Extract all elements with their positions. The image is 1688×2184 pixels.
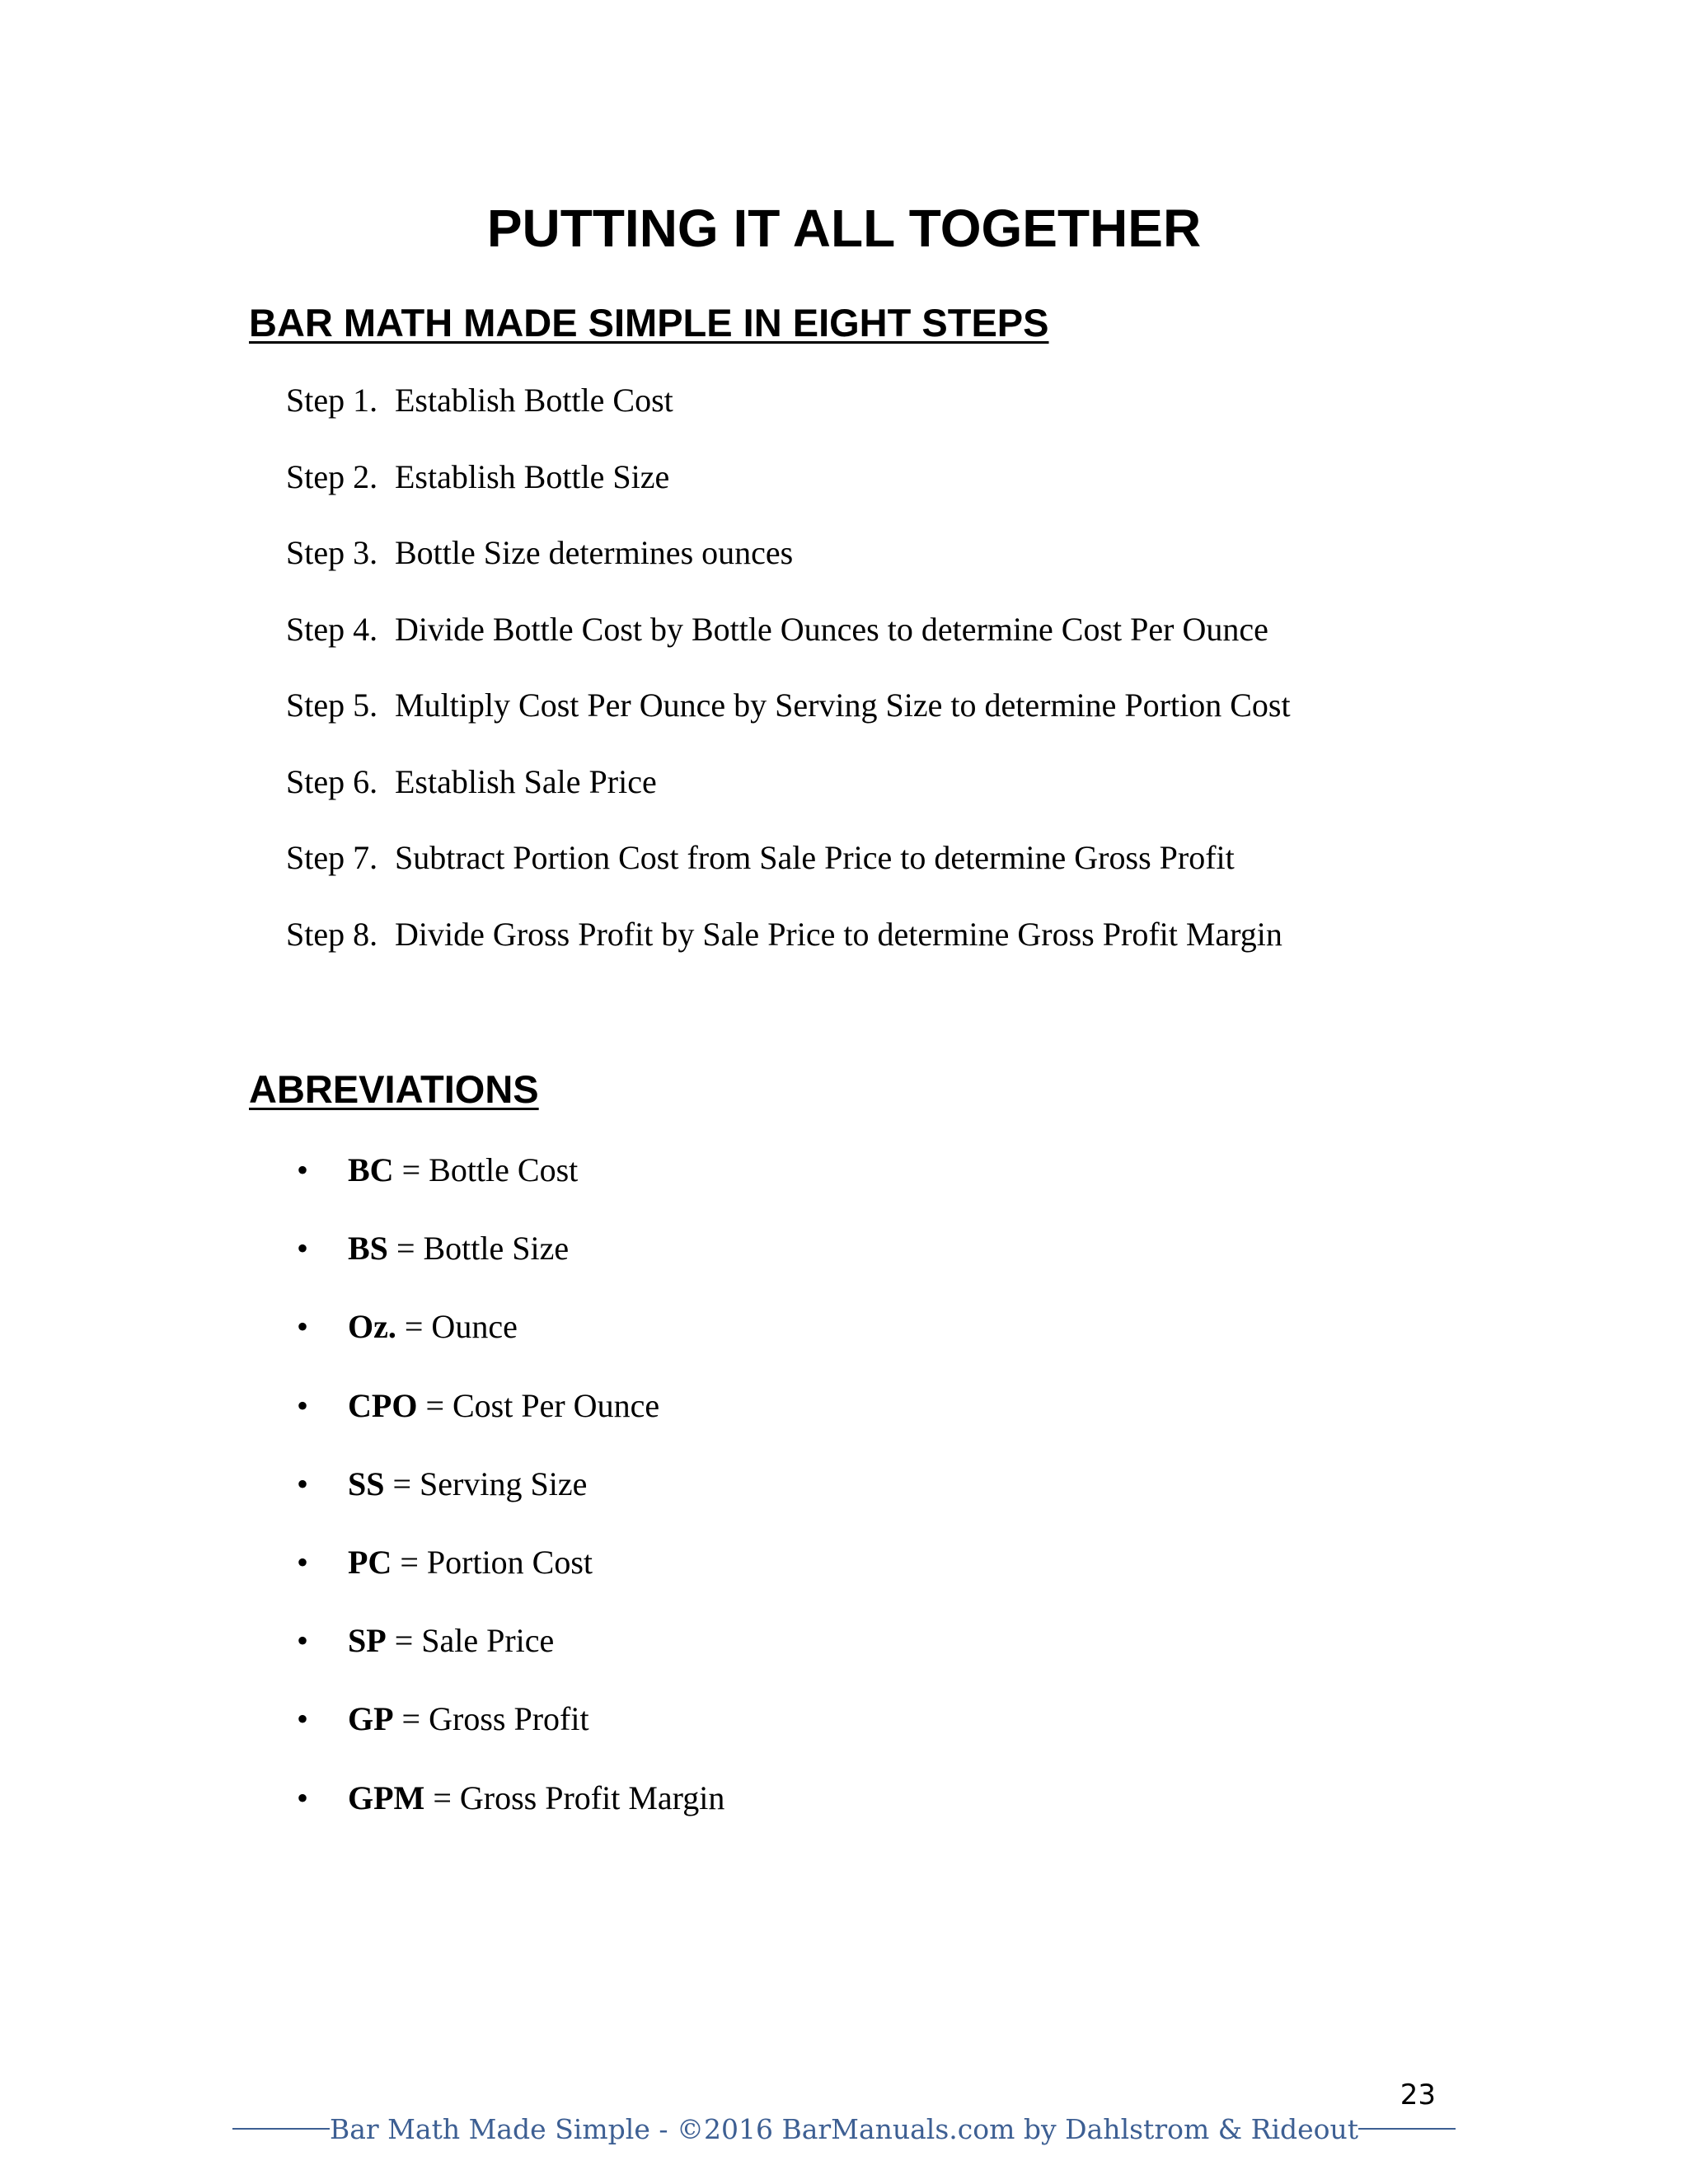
bullet-icon: • — [297, 1386, 309, 1424]
footer-rule-right — [1358, 2128, 1456, 2130]
abbreviation-item — [297, 1304, 724, 1382]
footer-text: Bar Math Made Simple - ©2016 BarManuals.com by Dahlstrom & Rideout — [329, 2112, 1359, 2145]
footer-rule-left — [232, 2128, 330, 2130]
steps-heading: BAR MATH MADE SIMPLE IN EIGHT STEPS — [249, 301, 1049, 344]
abbreviation-definition: = Bottle Cost — [393, 1151, 579, 1188]
abbreviation-definition: = Ounce — [396, 1308, 518, 1346]
abbreviation-term: GPM — [348, 1779, 425, 1816]
bullet-icon: • — [297, 1543, 309, 1581]
abbreviation-definition: = Portion Cost — [392, 1543, 593, 1581]
abbreviation-term: GP — [348, 1700, 394, 1738]
abbreviation-item — [297, 1540, 724, 1618]
abbreviation-term: SS — [348, 1465, 385, 1502]
step-number: Step 2. — [286, 457, 378, 495]
step-item — [286, 530, 1291, 607]
abbreviation-term: BC — [348, 1151, 394, 1188]
step-number: Step 3. — [286, 534, 378, 571]
step-item — [286, 454, 1291, 531]
abbreviation-term: SP — [348, 1622, 387, 1660]
step-text: Subtract Portion Cost from Sale Price to determine Gross Profit — [395, 839, 1235, 876]
step-text: Multiply Cost Per Ounce by Serving Size to determine Portion Cost — [395, 687, 1291, 724]
abbreviations-heading: ABREVIATIONS — [249, 1067, 539, 1111]
bullet-icon: • — [297, 1230, 309, 1268]
abbreviation-item — [297, 1775, 724, 1854]
abbreviation-term: Oz. — [348, 1308, 396, 1346]
step-text: Divide Gross Profit by Sale Price to determine Gross Profit Margin — [395, 915, 1282, 953]
abbreviation-definition: = Bottle Size — [387, 1230, 570, 1268]
abbreviation-item — [297, 1147, 724, 1226]
step-number: Step 1. — [286, 382, 378, 419]
step-item — [286, 682, 1291, 759]
abbreviation-definition: = Serving Size — [384, 1465, 588, 1502]
abbreviation-term: PC — [348, 1543, 392, 1581]
bullet-icon: • — [297, 1465, 309, 1502]
step-number: Step 5. — [286, 687, 378, 724]
abbreviation-definition: = Gross Profit Margin — [424, 1779, 725, 1816]
abbreviation-item — [297, 1618, 724, 1696]
abbreviation-item — [297, 1226, 724, 1304]
bullet-icon: • — [297, 1308, 309, 1346]
abbreviations-list — [297, 1147, 724, 1854]
abbreviation-definition: = Gross Profit — [393, 1700, 589, 1738]
step-text: Establish Sale Price — [395, 762, 657, 800]
step-number: Step 4. — [286, 610, 378, 648]
bullet-icon: • — [297, 1700, 309, 1738]
step-item — [286, 377, 1291, 454]
abbreviation-term: BS — [348, 1230, 388, 1268]
step-item — [286, 912, 1291, 988]
step-text: Establish Bottle Cost — [395, 382, 673, 419]
step-item — [286, 607, 1291, 683]
footer — [232, 2108, 1456, 2149]
bullet-icon: • — [297, 1779, 309, 1816]
step-text: Divide Bottle Cost by Bottle Ounces to determine Cost Per Ounce — [395, 610, 1268, 648]
abbreviation-item — [297, 1696, 724, 1774]
abbreviation-item — [297, 1383, 724, 1461]
step-item — [286, 835, 1291, 912]
abbreviation-definition: = Sale Price — [386, 1622, 555, 1660]
step-number: Step 7. — [286, 839, 378, 876]
page-title: PUTTING IT ALL TOGETHER — [486, 199, 1202, 258]
abbreviation-term: CPO — [348, 1386, 418, 1424]
abbreviation-definition: = Cost Per Ounce — [417, 1386, 660, 1424]
steps-list — [286, 377, 1291, 987]
page-number: 23 — [1400, 2079, 1436, 2111]
bullet-icon: • — [297, 1151, 309, 1188]
step-text: Bottle Size determines ounces — [395, 534, 794, 571]
abbreviation-item — [297, 1461, 724, 1540]
step-text: Establish Bottle Size — [395, 457, 670, 495]
step-number: Step 8. — [286, 915, 378, 953]
bullet-icon: • — [297, 1622, 309, 1660]
step-number: Step 6. — [286, 762, 378, 800]
step-item — [286, 759, 1291, 836]
